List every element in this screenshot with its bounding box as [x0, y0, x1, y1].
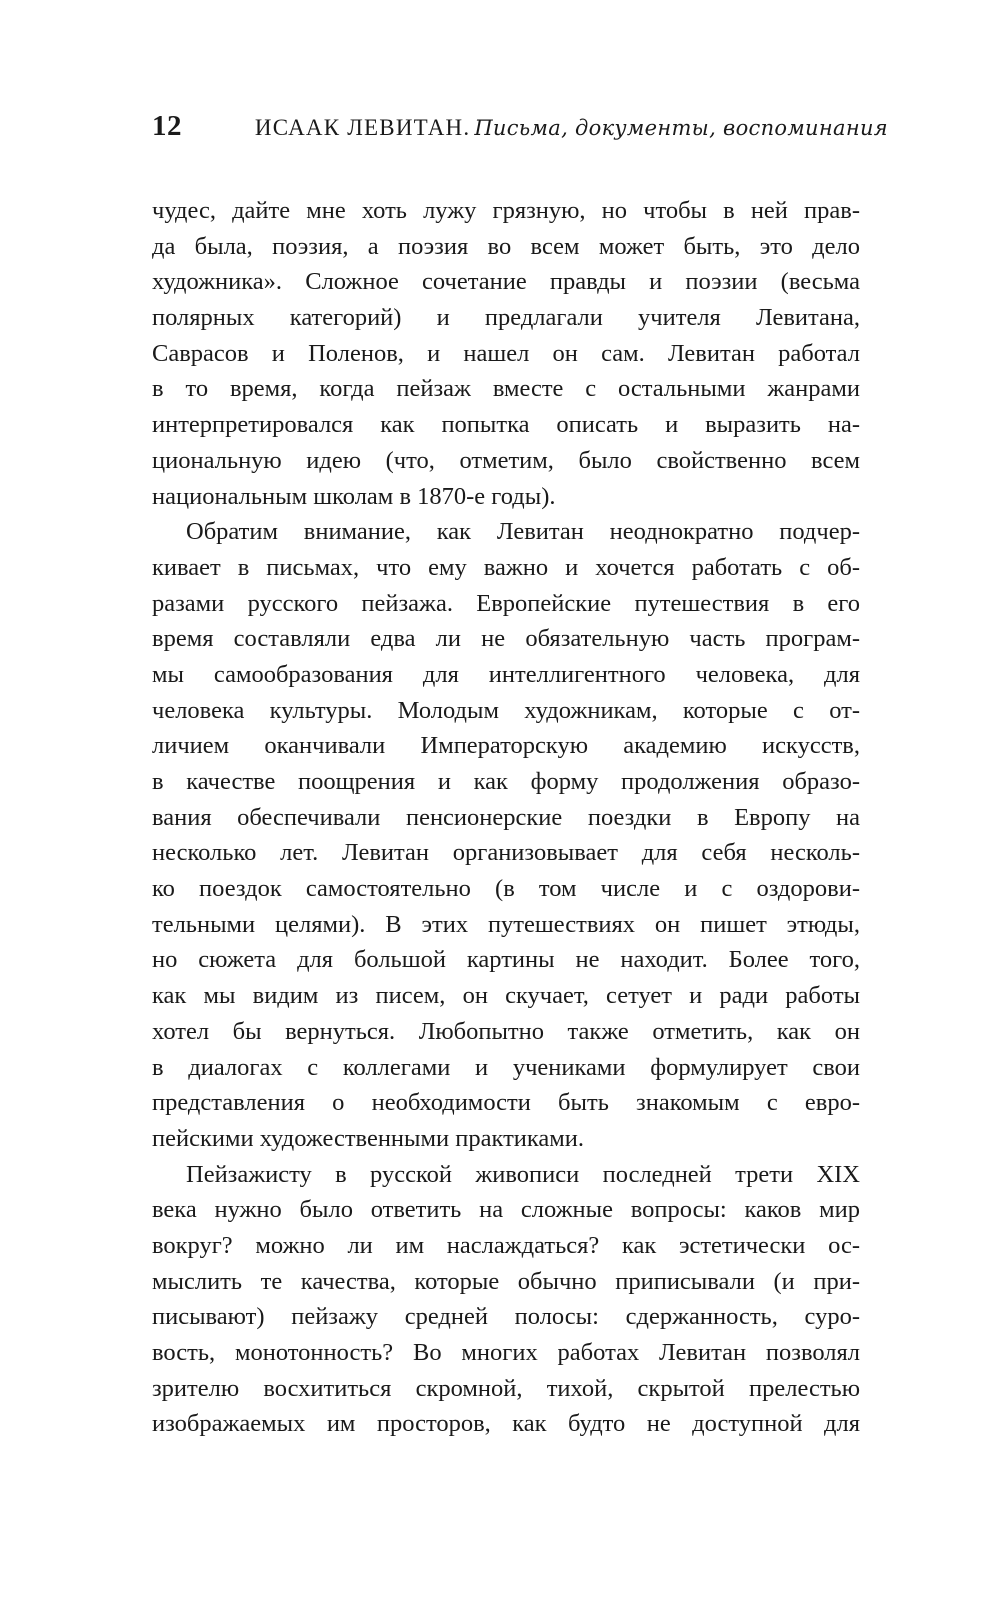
text-line: чудес, дайте мне хоть лужу грязную, но чтобы в ней прав-	[152, 197, 860, 224]
paragraph	[152, 1157, 860, 1443]
text-line: полярных категорий) и предлагали учителя Левитана,	[152, 304, 860, 332]
text-line: представления о необходимости быть знакомым с евро-	[152, 1089, 860, 1117]
paragraph	[152, 193, 860, 514]
text-line: несколько лет. Левитан организовывает для себя несколь-	[152, 839, 860, 867]
text-line: человека культуры. Молодым художникам, которые с от-	[152, 696, 860, 724]
text-line: века нужно было ответить на сложные вопросы: каков мир	[152, 1196, 860, 1224]
running-author: ИСААК ЛЕВИТАН.	[254, 115, 471, 140]
text-line: личием оканчивали Императорскую академию искусств,	[152, 732, 860, 760]
text-line: мыслить те качества, которые обычно приписывали (и при-	[152, 1267, 860, 1295]
text-line: художника». Сложное сочетание правды и поэзии (весьма	[152, 268, 860, 296]
text-line: ко поездок самостоятельно (в том числе и с оздорови-	[152, 875, 860, 903]
body-text	[152, 193, 860, 1442]
text-line: в диалогах с коллегами и учениками формулирует свои	[152, 1053, 860, 1081]
text-line: национальным школам в 1870-е годы).	[152, 482, 556, 510]
text-line: писывают) пейзажу средней полосы: сдержанность, суро-	[152, 1303, 860, 1331]
paragraph	[152, 514, 860, 1156]
running-subtitle: Письма, документы, воспоминания	[474, 116, 888, 140]
text-line: хотел бы вернуться. Любопытно также отметить, как он	[152, 1017, 860, 1045]
text-line: разами русского пейзажа. Европейские путешествия в его	[152, 589, 860, 617]
text-line: время составляли едва ли не обязательную часть програм-	[152, 625, 860, 653]
text-line: интерпретировался как попытка описать и выразить на-	[152, 411, 860, 439]
text-line: изображаемых им просторов, как будто не доступной для	[152, 1410, 860, 1438]
text-line: в то время, когда пейзаж вместе с остальными жанрами	[152, 375, 860, 403]
running-title	[255, 115, 888, 141]
page-number: 12	[152, 110, 182, 142]
text-line: тельными целями). В этих путешествиях он пишет этюды,	[152, 910, 860, 938]
text-line: в качестве поощрения и как форму продолжения образо-	[152, 768, 860, 795]
text-line: пейскими художественными практиками.	[152, 1124, 585, 1152]
text-line: мы самообразования для интеллигентного человека, для	[152, 660, 860, 688]
text-line: как мы видим из писем, он скучает, сетует и ради работы	[152, 982, 860, 1010]
text-line: Пейзажисту в русской живописи последней трети XIX	[186, 1160, 860, 1188]
text-line: Саврасов и Поленов, и нашел он сам. Левитан работал	[152, 339, 860, 367]
running-header	[152, 110, 888, 160]
text-line: вокруг? можно ли им наслаждаться? как эстетически ос-	[152, 1231, 860, 1259]
text-line: вость, монотонность? Во многих работах Левитан позволял	[152, 1339, 860, 1366]
text-line: Обратим внимание, как Левитан неоднократно подчер-	[186, 518, 860, 546]
text-line: циональную идею (что, отметим, было свойственно всем	[152, 446, 860, 474]
text-line: но сюжета для большой картины не находит. Более того,	[152, 946, 860, 974]
text-line: да была, поэзия, а поэзия во всем может быть, это дело	[152, 232, 860, 260]
text-line: вания обеспечивали пенсионерские поездки в Европу на	[152, 803, 860, 831]
text-line: кивает в письмах, что ему важно и хочется работать с об-	[152, 553, 860, 581]
text-line: зрителю восхититься скромной, тихой, скрытой прелестью	[152, 1374, 860, 1402]
